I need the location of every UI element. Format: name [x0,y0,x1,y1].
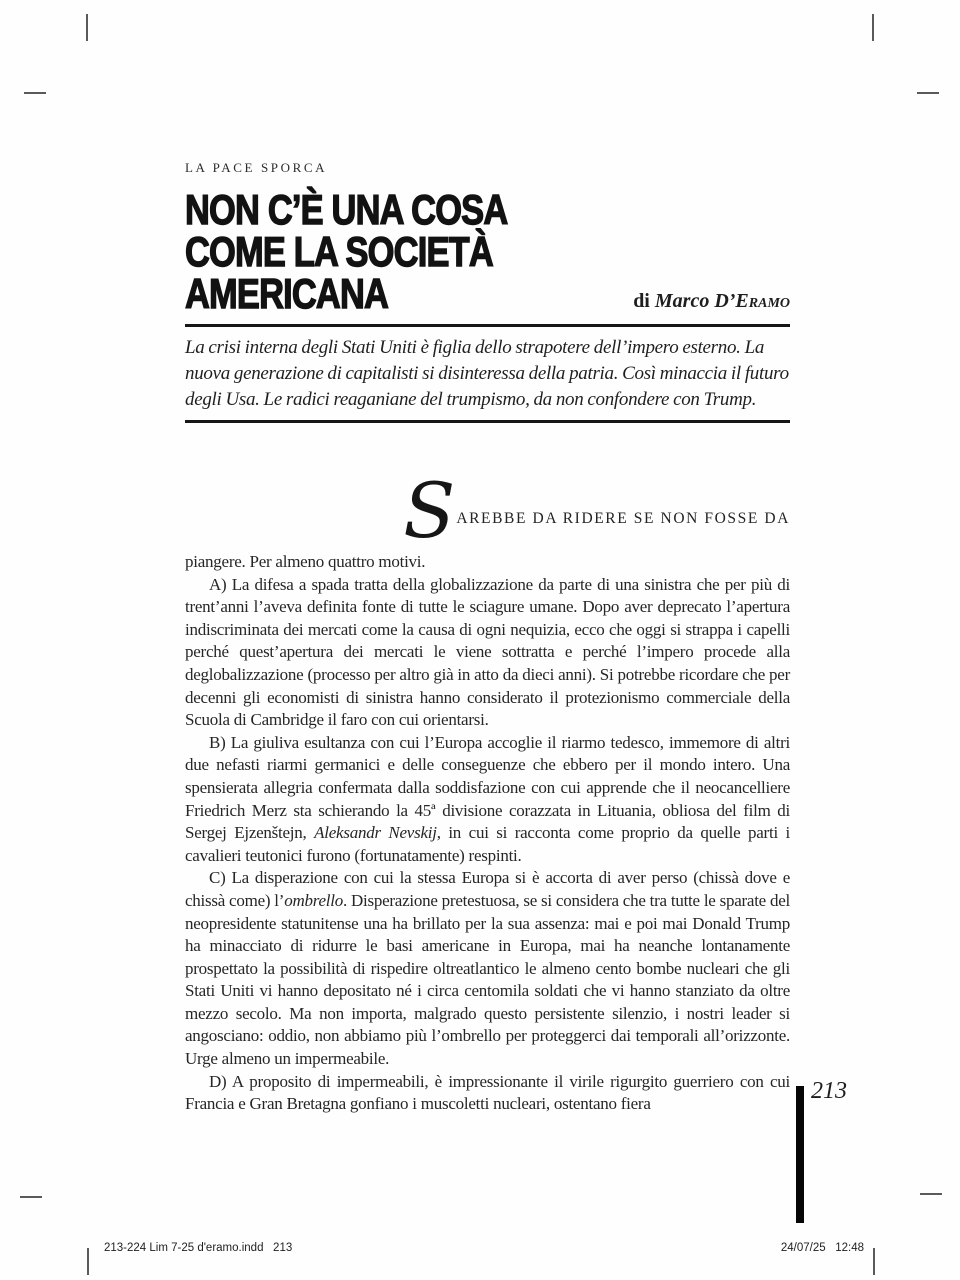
article-body [185,551,790,1116]
title-line-2: COME LA SOCIETÀ [185,228,493,275]
page-number: 213 [811,1078,847,1104]
slug-filename: 213-224 Lim 7-25 d'eramo.indd 213 [104,1242,293,1254]
byline: di Marco D’Eramo [633,290,790,312]
paragraph-a: A) La difesa a spada tratta della globalizzazione da parte di una sinistra che per più di trent’anni l’aveva definita fonte di tutte le sciagure umane. Dopo aver deprecato l’apertura indiscriminata dei mercati come la causa di ogni nequizia, ecco che oggi si strappa i capelli perché quest’apertura dei mercati le viene sottratta e perché l’impero procede alla deglobalizzazione (processo per altro già in atto da dieci anni). Si potrebbe ricordare che per decenni gli economisti di sinistra hanno considerato il protezionismo commerciale della Scuola di Cambridge il faro con cui orientarsi. [185,574,790,730]
section-kicker: LA PACE SPORCA [185,160,328,175]
opening-line [185,466,790,555]
crop-mark-top-left-horizontal [24,92,46,94]
crop-mark-bottom-right-vertical [873,1248,875,1275]
page-edge-bar [796,1086,804,1223]
paragraph-c: C) La disperazione con cui la stessa Europa si è accorta di aver perso (chissà dove e chissà come) l’ombrello. Disperazione pretestuosa, se si considera che tra tutte le sparate del neopresidente statunitense una ha brillato per la sua assenza: mai e poi mai Donald Trump ha minacciato di ridurre le basi americane in Europa, mai ha neanche lontanamente prospettato la possibilità di rispedire oltreatlantico le almeno cento bombe nucleari che gli Stati Uniti vi hanno depositato né i circa centomila soldati che vi hanno stanziato da oltre mezzo secolo. Ma non importa, malgrado questo persistente silenzio, i nostri leader si angosciano: oddio, non abbiamo più l’ombrello per proteggerci dai temporali all’orizzonte. Urge almeno un impermeabile. [185,868,791,1069]
crop-mark-bottom-left-vertical [87,1248,89,1275]
paragraph-d: D) A proposito di impermeabili, è impressionante il virile rigurgito guerriero con cui Francia e Gran Bretagna gonfiano i muscoletti nucleari, ostentano fiera [185,1071,790,1114]
title-line-3: AMERICANA [185,270,389,317]
article-title [185,186,790,317]
opening-small-caps: AREBBE DA RIDERE SE NON FOSSE DA [456,510,790,527]
article-column [185,160,790,1116]
title-line-1: NON C’È UNA COSA [185,186,508,233]
crop-mark-top-right-vertical [872,14,874,41]
crop-mark-bottom-right-horizontal [920,1193,942,1195]
slug-timestamp: 24/07/25 12:48 [780,1242,864,1254]
paragraph-b: B) La giuliva esultanza con cui l’Europa accoglie il riarmo tedesco, immemore di altri due nefasti riarmi germanici e delle conseguenze che ebbero per il mondo intero. Una spensierata allegria confermata dalla soddisfazione con cui apprende che il neocancelliere Friedrich Merz sta schierando la 45ª divisione corazzata in Lituania, obliosa del film di Sergej Ejzenštejn, Aleksandr Nevskij, in cui si racconta come proprio da quelle parti i cavalieri teutonici furono (fortunatamente) respinti. [185,732,790,865]
divider-top [185,324,790,327]
drop-cap: S [403,466,456,555]
standfirst: La crisi interna degli Stati Uniti è figlia dello strapotere dell’impero esterno. La nuova generazione di capitalisti si disinteressa della patria. Così minaccia il futuro degli Usa. Le radici reaganiane del trumpismo, da non confondere con Trump. [185,337,789,410]
paragraph-continuation: piangere. Per almeno quattro motivi. [185,552,426,571]
crop-mark-top-left-vertical [86,14,88,41]
divider-bottom [185,420,790,423]
crop-mark-top-right-horizontal [917,92,939,94]
crop-mark-bottom-left-horizontal [20,1196,42,1198]
